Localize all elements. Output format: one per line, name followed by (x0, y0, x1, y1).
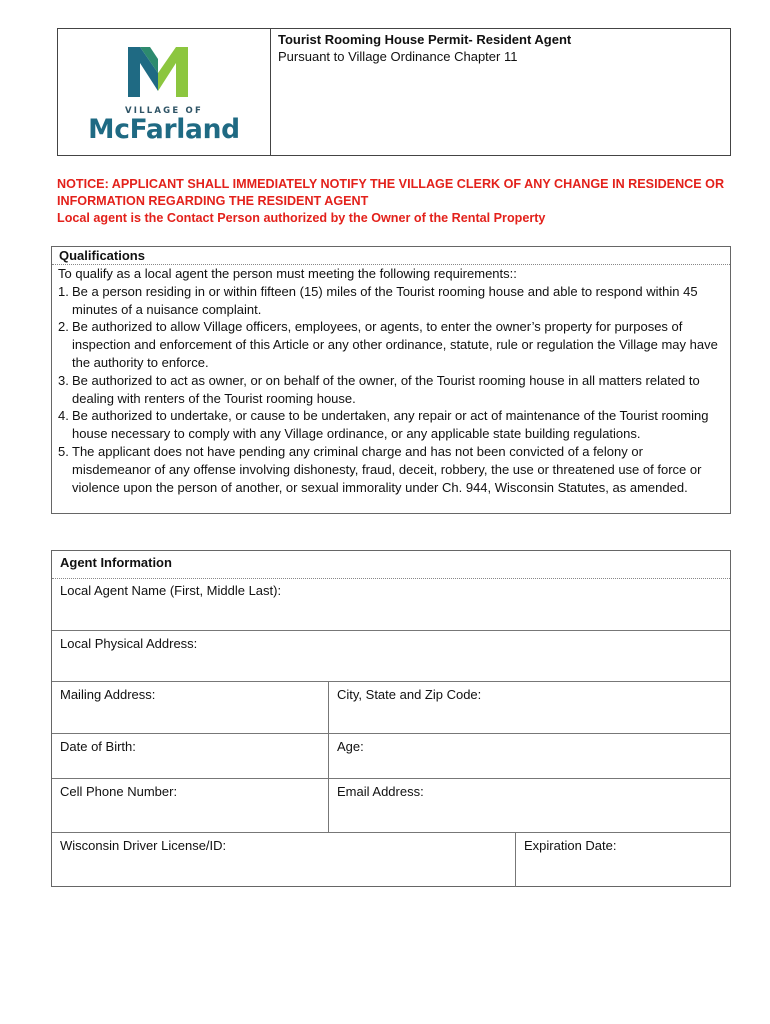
cell-phone-field[interactable] (52, 779, 328, 833)
city-state-zip-label: City, State and Zip Code: (337, 687, 482, 702)
qualifications-heading: Qualifications (52, 247, 730, 265)
birth-age-row (52, 733, 730, 779)
qualifications-list (58, 283, 724, 497)
notice-line-2: INFORMATION REGARDING THE RESIDENT AGENT (57, 194, 369, 208)
qualification-item (58, 318, 724, 371)
qualification-item (58, 407, 724, 443)
qualification-text: Be authorized to allow Village officers, employees, or agents, to enter the owner’s property for purposes of inspection and enforcement of this Article or any other ordinance, statute, rule or regulation the Village may have the authority to enforce. (72, 319, 718, 370)
qualification-number: 2. (58, 319, 69, 335)
qualification-text: Be authorized to act as owner, or on behalf of the owner, of the Tourist rooming house in all matters related to dealing with renters of the Tourist rooming house. (72, 372, 700, 406)
form-header (57, 28, 731, 156)
expiration-date-field[interactable] (515, 833, 730, 887)
physical-address-field[interactable] (52, 631, 730, 682)
document-subtitle: Pursuant to Village Ordinance Chapter 11 (278, 49, 518, 64)
qualification-item (58, 372, 724, 408)
qualification-text: Be a person residing in or within fifteen (15) miles of the Tourist rooming house and able to respond within 45 minutes of a nuisance complaint. (72, 283, 698, 317)
age-field[interactable] (328, 734, 730, 779)
qualification-text: The applicant does not have pending any criminal charge and has not been convicted of a felony or misdemeanor of any offense involving dishonesty, fraud, deceit, robbery, the use or threatened use of force or violence upon the person of another, or sexual immorality under Ch. 944, Wisconsin Statutes, as amended. (72, 443, 702, 495)
title-block (278, 31, 571, 65)
agent-information-section (51, 550, 731, 887)
qualification-number: 3. (58, 372, 69, 388)
date-of-birth-field[interactable] (52, 734, 328, 779)
qualification-text: Be authorized to undertake, or cause to be undertaken, any repair or act of maintenance of the Tourist rooming house necessary to comply with any Village ordinance, or any applicable state building regulations. (72, 408, 709, 442)
license-row (52, 832, 730, 887)
physical-address-row (52, 630, 730, 682)
mailing-row (52, 681, 730, 734)
expiration-date-label: Expiration Date: (524, 838, 617, 853)
agent-name-label: Local Agent Name (First, Middle Last): (60, 583, 282, 598)
document-title: Tourist Rooming House Permit- Resident Agent (278, 32, 572, 47)
village-logo (58, 29, 271, 155)
age-label: Age: (337, 739, 364, 754)
notice-line-1: NOTICE: APPLICANT SHALL IMMEDIATELY NOTIFY THE VILLAGE CLERK OF ANY CHANGE IN RESIDENCE OR (57, 177, 725, 191)
driver-license-field[interactable] (52, 833, 515, 887)
qualifications-body (52, 265, 730, 496)
notice-line-3: Local agent is the Contact Person authorized by the Owner of the Rental Property (57, 211, 546, 225)
mailing-address-label: Mailing Address: (60, 687, 156, 702)
mailing-address-field[interactable] (52, 682, 328, 734)
qualification-number: 5. (58, 443, 69, 459)
city-state-zip-field[interactable] (328, 682, 730, 734)
email-address-field[interactable] (328, 779, 730, 833)
cell-phone-label: Cell Phone Number: (60, 784, 178, 799)
contact-row (52, 778, 730, 833)
logo-name-text: McFarland (88, 114, 240, 145)
qualification-item (58, 443, 724, 496)
physical-address-label: Local Physical Address: (60, 636, 198, 651)
email-address-label: Email Address: (337, 784, 424, 799)
date-of-birth-label: Date of Birth: (60, 739, 136, 754)
qualifications-section (51, 246, 731, 514)
agent-name-field[interactable] (52, 578, 730, 630)
agent-information-heading: Agent Information (52, 551, 730, 579)
qualification-number: 1. (58, 283, 69, 299)
driver-license-label: Wisconsin Driver License/ID: (60, 838, 227, 853)
notice-block (57, 176, 737, 227)
qualifications-intro: To qualify as a local agent the person must meeting the following requirements:: (58, 266, 517, 281)
qualification-number: 4. (58, 408, 69, 424)
mcfarland-m-logo-icon (126, 45, 190, 99)
qualification-item (58, 283, 724, 319)
agent-name-row (52, 578, 730, 630)
logo-village-of-text: VILLAGE OF (125, 106, 203, 116)
